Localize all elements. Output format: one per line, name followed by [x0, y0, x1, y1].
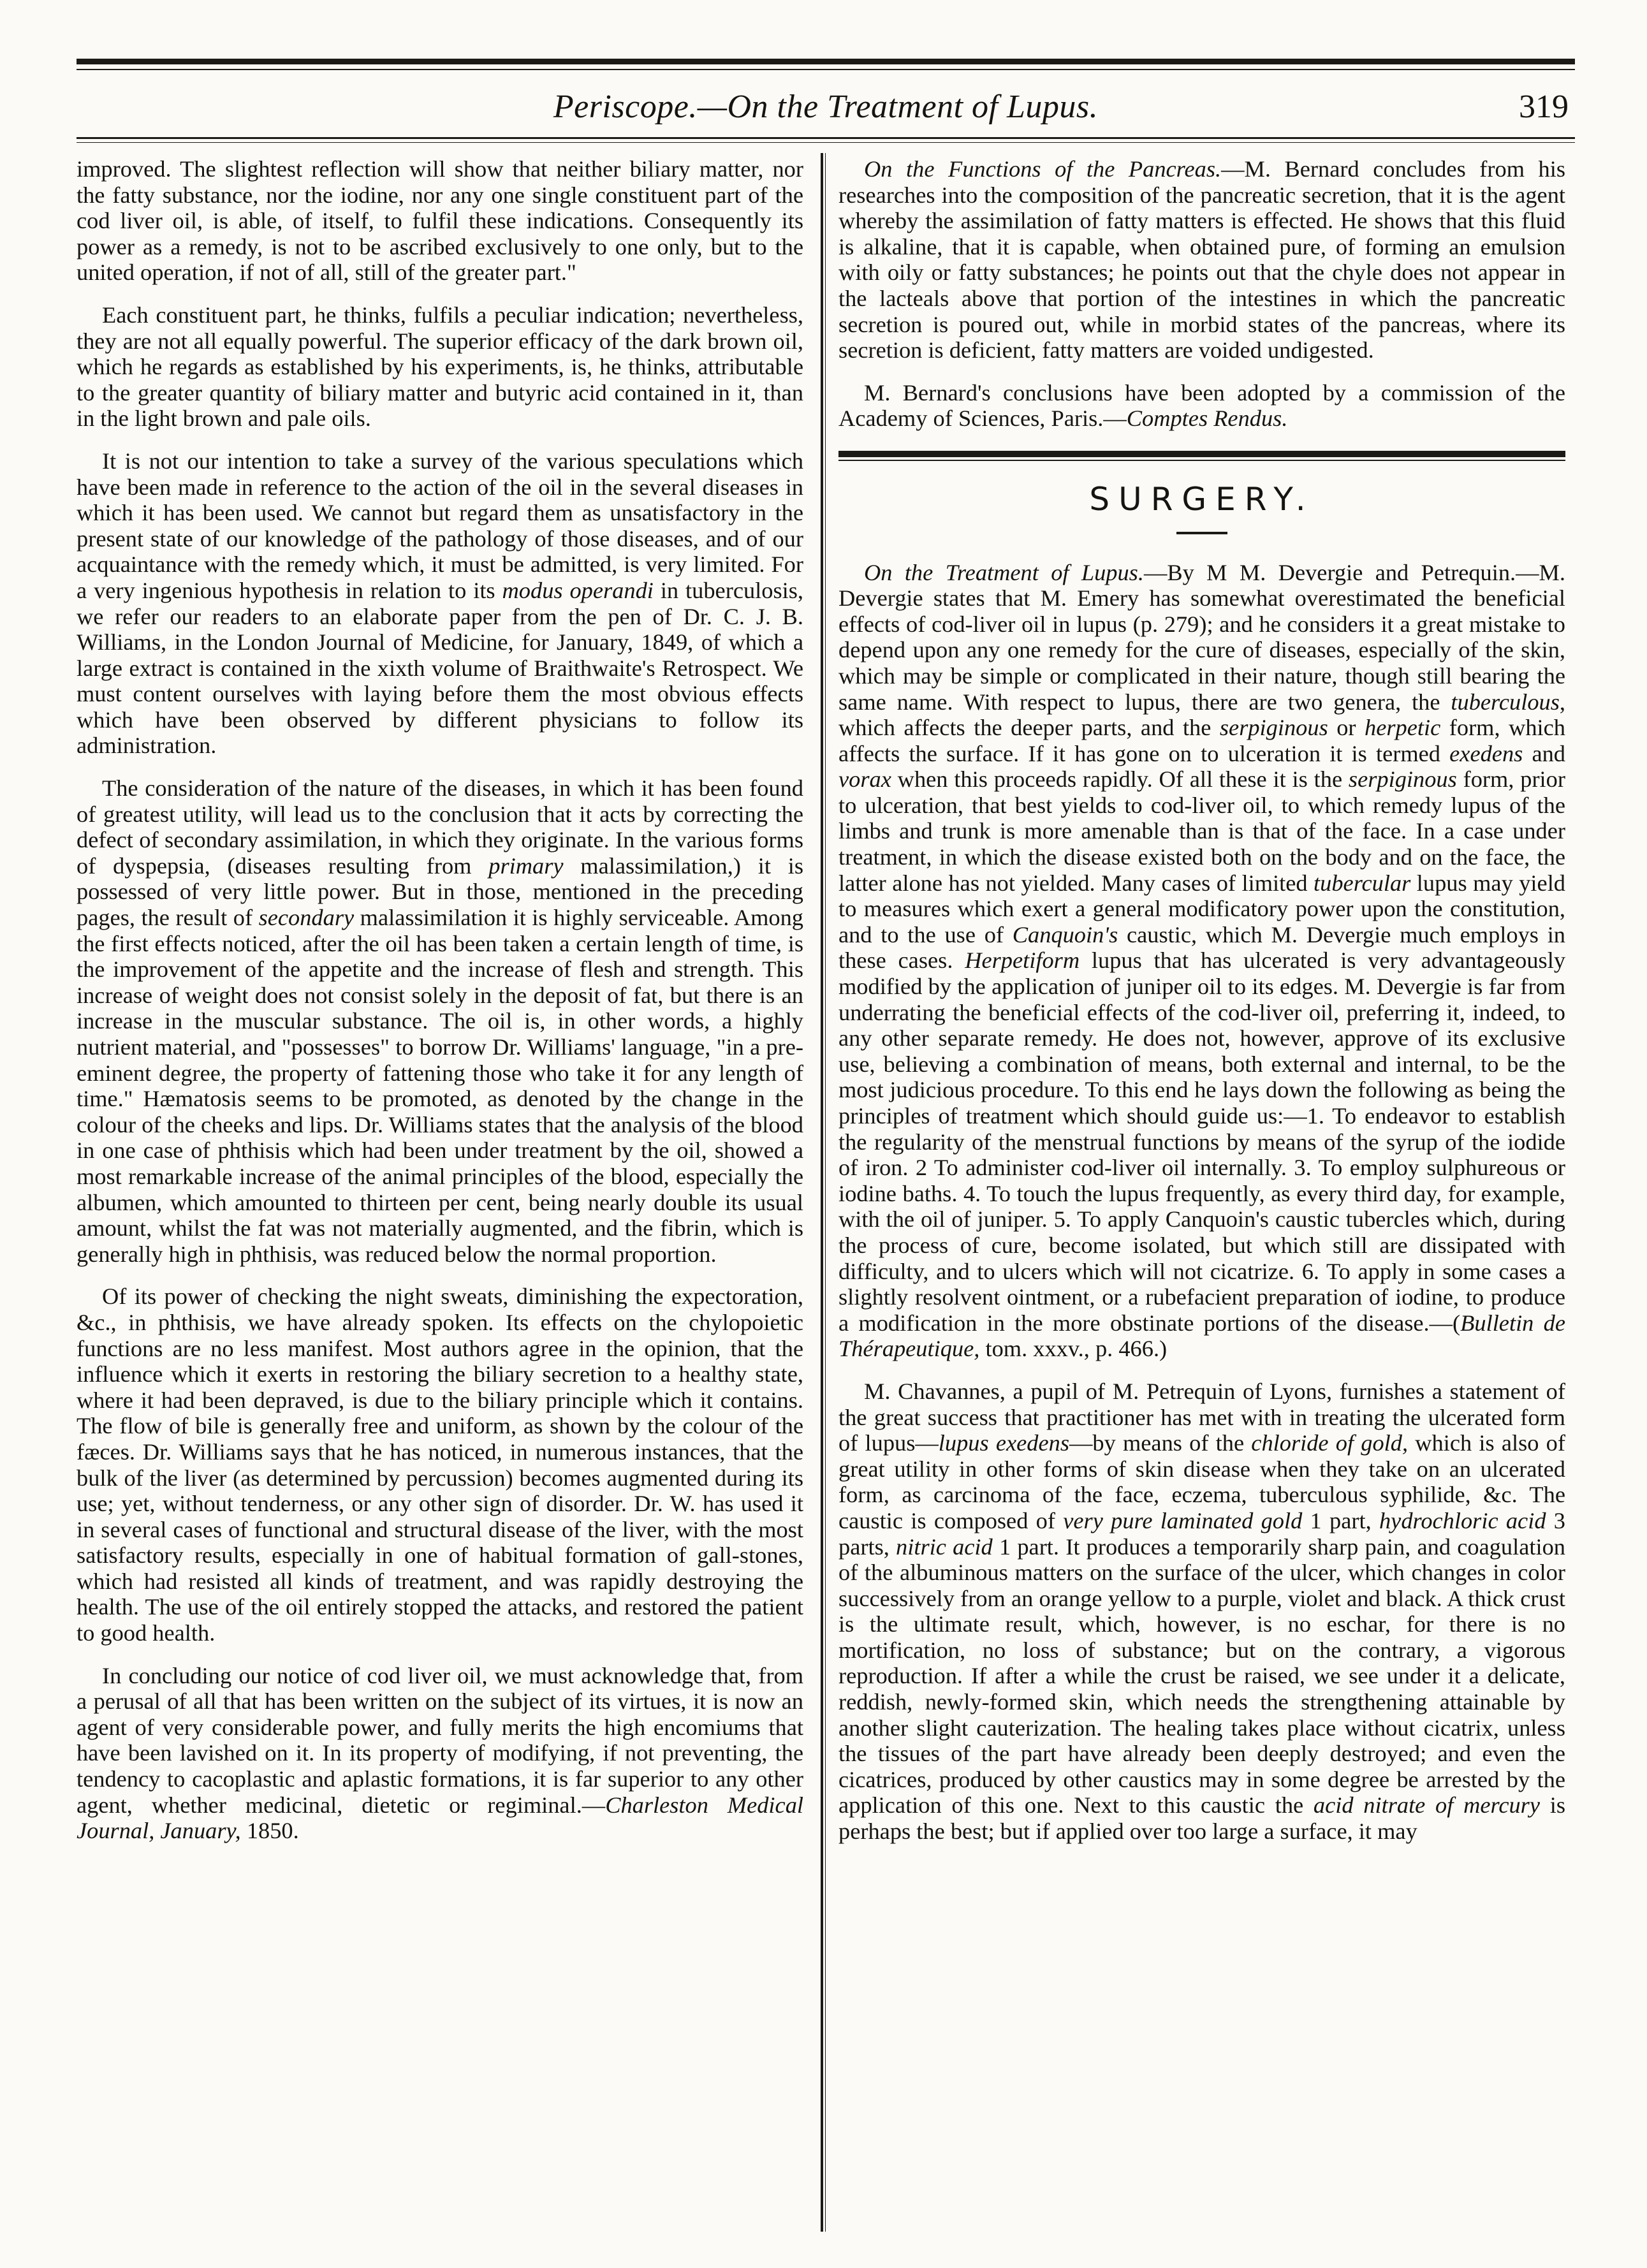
paragraph: In concluding our notice of cod liver oil, we must acknowledge that, from a perusal of all that has been written on the subject of its virtues, it is now an agent of very considerable power, and fully merits the high encomiums that have been lavished on it. In its property of modifying, if not preventing, the tendency to cacoplastic and aplastic formations, it is far superior to any other agent, whether medicinal, dietetic or regiminal.—Charleston Medical Journal, January, 1850. [77, 1662, 803, 1844]
paragraph: improved. The slightest reflection will show that neither biliary matter, nor the fatty substance, nor the iodine, nor any one single constituent part of the cod liver oil, is able, of itself, to fulfil these indications. Consequently its power as a remedy, is not to be ascribed exclusively to one only, but to the united operation, if not of all, still of the greater part." [77, 156, 803, 286]
paragraph: It is not our intention to take a survey of the various speculations which have been made in reference to the action of the oil in the several diseases in which it has been used. We cannot but regard them as unsatisfactory in the present state of our knowledge of the pathology of those diseases, and of our acquaintance with the remedy which, it must be admitted, is very limited. For a very ingenious hypothesis in relation to its modus operandi in tuberculosis, we refer our readers to an elaborate paper from the pen of Dr. C. J. B. Williams, in the London Journal of Medicine, for January, 1849, of which a large extract is contained in the xixth volume of Braithwaite's Retrospect. We must content ourselves with laying before them the most obvious effects which have been observed by different physicians to follow its administration. [77, 448, 803, 759]
section-rule [838, 451, 1565, 457]
right-column [838, 156, 1565, 1861]
section-heading: SURGERY. [1089, 480, 1315, 518]
left-column [77, 156, 803, 1861]
column-divider-thin [825, 153, 826, 2232]
section-rule-thin [838, 460, 1565, 461]
column-divider [821, 153, 823, 2232]
paragraph: M. Chavannes, a pupil of M. Petrequin of Lyons, furnishes a statement of the great success that practitioner has met with in treating the ulcerated form of lupus—lupus exedens—by means of the chloride of gold, which is also of great utility in other forms of skin disease when they take on an ulcerated form, as carcinoma of the face, eczema, tuberculous syphilide, &c. The caustic is composed of very pure laminated gold 1 part, hydrochloric acid 3 parts, nitric acid 1 part. It produces a temporarily sharp pain, and coagulation of the albuminous matters on the surface of the ulcer, which changes in color successively from an orange yellow to a purple, violet and black. A thick crust is the ultimate result, which, however, is no eschar, for there is no mortification, no loss of substance; but on the contrary, a vigorous reproduction. If after a while the crust be raised, we see under it a delicate, reddish, newly-formed skin, which needs the strengthening attainable by another slight cauterization. The healing takes place without cicatrix, unless the tissues of the part have already been deeply destroyed; and even the cicatrices, produced by other caustics may in some degree be arrested by the application of this one. Next to this caustic the acid nitrate of mercury is perhaps the best; but if applied over too large a surface, it may [838, 1378, 1566, 1845]
header-rule-thin [77, 142, 1575, 143]
paragraph: M. Bernard's conclusions have been adopted by a commission of the Academy of Sciences, Paris.—Comptes Rendus. [838, 379, 1565, 432]
short-rule [1176, 532, 1227, 534]
header-rule [77, 137, 1575, 139]
paragraph: The consideration of the nature of the diseases, in which it has been found of greatest utility, will lead us to the conclusion that it acts by correcting the defect of secondary assimilation, in which they originate. In the various forms of dyspepsia, (diseases resulting from primary malassimilation,) it is possessed of very little power. But in those, mentioned in the preceding pages, the result of secondary malassimilation it is highly serviceable. Among the first effects noticed, after the oil has been taken a certain length of time, is the improvement of the appetite and the increase of flesh and strength. This increase of weight does not consist solely in the deposit of fat, but there is an increase in the muscular substance. The oil is, in other words, a highly nutrient material, and "possesses" to borrow Dr. Williams' language, "in a pre-eminent degree, the property of fattening those who take it for any length of time." Hæmatosis seems to be promoted, as denoted by the change in the colour of the cheeks and lips. Dr. Williams states that the analysis of the blood in one case of phthisis which had been under treatment by the oil, showed a most remarkable increase of the animal principles of the blood, especially the albumen, which amounted to thirteen per cent, being nearly double its usual amount, whilst the fat was not materially augmented, and the fibrin, which is generally high in phthisis, was reduced below the normal proportion. [77, 775, 804, 1267]
page-number: 319 [1519, 89, 1569, 125]
paragraph: On the Functions of the Pancreas.—M. Bernard concludes from his researches into the composition of the pancreatic secretion, that it is the agent whereby the assimilation of fatty matters is effected. He shows that this fluid is alkaline, that it is capable, when obtained pure, of forming an emulsion with oily or fatty substances; he points out that the chyle does not appear in the lacteals above that portion of the intestines in which the pancreatic secretion is poured out, while in morbid states of the pancreas, where its secretion is deficient, fatty matters are voided undigested. [838, 156, 1566, 363]
running-title: Periscope.—On the Treatment of Lupus. [553, 89, 1099, 125]
paragraph: On the Treatment of Lupus.—By M M. Devergie and Petrequin.—M. Devergie states that M. Emery has somewhat overestimated the beneficial effects of cod-liver oil in lupus (p. 279); and he considers it a great mistake to depend upon any one remedy for the cure of diseases, especially of the skin, which may be simple or complicated in their nature, though still bearing the same name. With respect to lupus, there are two genera, the tuberculous, which affects the deeper parts, and the serpiginous or herpetic form, which affects the surface. If it has gone on to ulceration it is termed exedens and vorax when this proceeds rapidly. Of all these it is the serpiginous form, prior to ulceration, that best yields to cod-liver oil, to which remedy lupus of the limbs and trunk is more amenable than is that of the face. In a case under treatment, in which the disease existed both on the body and on the face, the latter alone has not yielded. Many cases of limited tubercular lupus may yield to measures which exert a general modificatory power upon the constitution, and to the use of Canquoin's caustic, which M. Devergie much employs in these cases. Herpetiform lupus that has ulcerated is very advantageously modified by the application of juniper oil to its edges. M. Devergie is far from underrating the beneficial effects of the cod-liver oil, preferring it, indeed, to any other separate remedy. He does not, however, approve of its exclusive use, believing a combination of means, both external and internal, to be the most judicious procedure. To this end he lays down the following as being the principles of treatment which should guide us:—1. To endeavor to establish the regularity of the menstrual functions by means of the syrup of the iodide of iron. 2 To administer cod-liver oil internally. 3. To employ sulphureous or iodine baths. 4. To touch the lupus frequently, as every third day, for example, with the oil of juniper. 5. To apply Canquoin's caustic tubercles which, during the process of cure, become isolated, but which still are dissipated with difficulty, and to ulcers which will not cicatrize. 6. To apply in some cases a slightly resolvent ointment, or a rubefacient preparation of iodine, to produce a modification in the more obstinate portions of the disease.—(Bulletin de Thérapeutique, tom. xxxv., p. 466.) [838, 559, 1566, 1362]
running-head [77, 82, 1575, 133]
paragraph: Of its power of checking the night sweats, diminishing the expectoration, &c., in phthisis, we have already spoken. Its effects on the chylopoietic functions are no less manifest. Most authors agree in the opinion, that the influence which it exerts in restoring the biliary secretion to a healthy state, where it had been depraved, is due to the biliary principle which it contains. The flow of bile is generally free and uniform, as shown by the colour of the fæces. Dr. Williams says that he has noticed, in numerous instances, that the bulk of the liver (as determined by percussion) becomes augmented during its use; yet, without tenderness, or any other sign of disorder. Dr. W. has used it in several cases of functional and structural disease of the liver, with the most satisfactory results, especially in one of habitual formation of gall-stones, which had resisted all kinds of treatment, and was rapidly destroying the health. The use of the oil entirely stopped the attacks, and restored the patient to good health. [77, 1284, 803, 1646]
top-double-rule [77, 59, 1575, 64]
top-thin-rule [77, 69, 1575, 70]
paragraph: Each constituent part, he thinks, fulfils a peculiar indication; nevertheless, they are not all equally powerful. The superior efficacy of the dark brown oil, which he regards as established by his experiments, is, he thinks, attributable to the greater quantity of biliary matter and butyric acid contained in it, than in the light brown and pale oils. [77, 302, 803, 432]
